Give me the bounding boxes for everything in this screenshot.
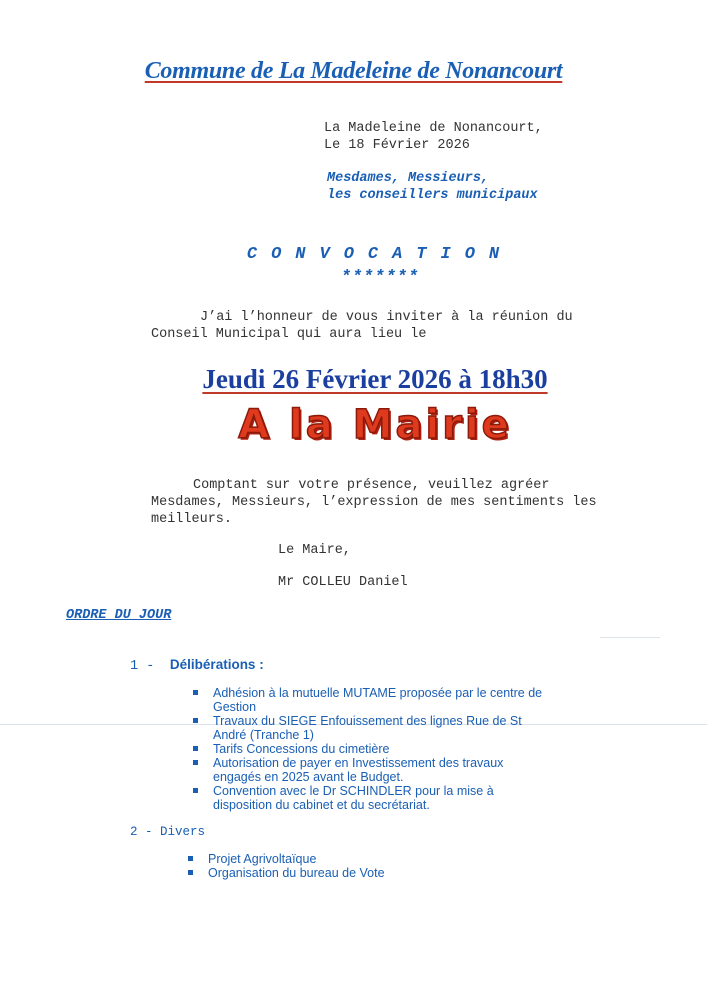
agenda-heading: ORDRE DU JOUR bbox=[66, 608, 172, 623]
list-item: Organisation du bureau de Vote bbox=[208, 866, 385, 880]
agenda-section-1 bbox=[130, 656, 264, 674]
convocation-title: CONVOCATION bbox=[246, 245, 514, 264]
section-number: 1 - bbox=[130, 659, 155, 674]
meeting-location: A la Mairie bbox=[238, 402, 512, 448]
bullet-icon bbox=[188, 856, 193, 861]
section-label: Délibérations : bbox=[169, 657, 264, 672]
closing-line2: Mesdames, Messieurs, l’expression de mes sentiments les bbox=[151, 495, 597, 510]
bullet-icon bbox=[193, 718, 198, 723]
convocation-stars: ******* bbox=[340, 268, 420, 287]
scan-artifact bbox=[600, 637, 660, 638]
list-item: Tarifs Concessions du cimetière bbox=[213, 742, 390, 756]
bullet-icon bbox=[193, 760, 198, 765]
signature-name: Mr COLLEU Daniel bbox=[278, 575, 408, 590]
list-item: Autorisation de payer en Investissement des travaux engagés en 2025 avant le Budget. bbox=[213, 756, 504, 784]
closing-line1: Comptant sur votre présence, veuillez agréer bbox=[193, 478, 550, 493]
place-line: La Madeleine de Nonancourt, bbox=[324, 121, 543, 136]
intro-line2: Conseil Municipal qui aura lieu le bbox=[151, 327, 427, 342]
bullet-icon bbox=[193, 690, 198, 695]
recipients-line2: les conseillers municipaux bbox=[327, 188, 538, 203]
closing-line3: meilleurs. bbox=[151, 512, 233, 527]
list-item: Projet Agrivoltaïque bbox=[208, 852, 317, 866]
signature-title: Le Maire, bbox=[278, 543, 351, 558]
bullet-icon bbox=[193, 788, 198, 793]
bullet-icon bbox=[188, 870, 193, 875]
list-item: Travaux du SIEGE Enfouissement des lignes Rue de St André (Tranche 1) bbox=[213, 714, 522, 742]
date-line-header: Le 18 Février 2026 bbox=[324, 138, 470, 153]
recipients-line1: Mesdames, Messieurs, bbox=[327, 171, 490, 186]
commune-title: Commune de La Madeleine de Nonancourt bbox=[144, 58, 563, 84]
list-item: Convention avec le Dr SCHINDLER pour la mise à disposition du cabinet et du secrétariat. bbox=[213, 784, 494, 812]
intro-line1: J’ai l’honneur de vous inviter à la réunion du bbox=[200, 310, 573, 325]
bullet-icon bbox=[193, 746, 198, 751]
meeting-datetime: Jeudi 26 Février 2026 à 18h30 bbox=[202, 364, 548, 394]
agenda-section-2: 2 - Divers bbox=[130, 825, 206, 839]
list-item: Adhésion à la mutuelle MUTAME proposée par le centre de Gestion bbox=[213, 686, 543, 714]
